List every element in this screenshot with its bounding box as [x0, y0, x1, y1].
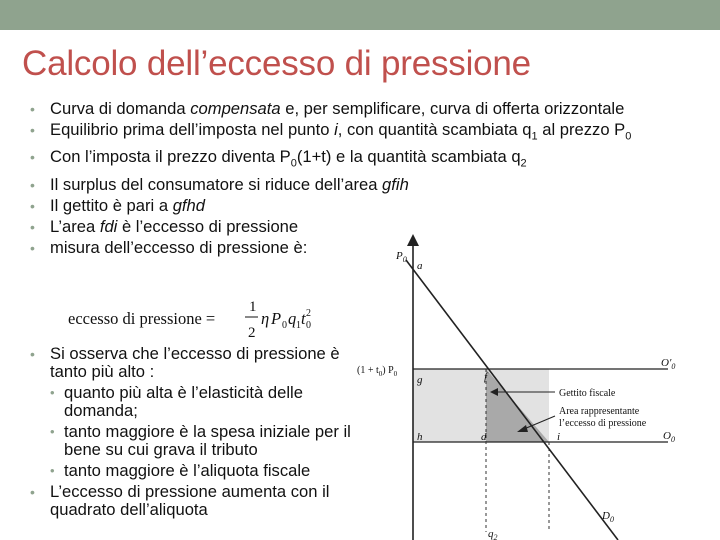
bullet-item: • Equilibrio prima dell’imposta nel punto i, con quantità scambiata $q_1$ al prezzo $P_0$ — [30, 121, 670, 145]
svg-text:q: q — [288, 309, 297, 328]
bullet-item: • Con l’imposta il prezzo diventa $P_0(1+t)$ e la quantità scambiata $q_2$ — [30, 148, 670, 172]
bullet-list-2 — [30, 345, 370, 522]
label-a: a — [417, 260, 423, 272]
area-label-2: l’eccesso di pressione — [559, 418, 647, 429]
tax-price-label: $(1 + t_0)$ $P_0$ — [357, 365, 398, 378]
svg-text:1: 1 — [249, 299, 257, 315]
slide-title: Calcolo dell’eccesso di pressione — [22, 44, 531, 83]
sub-bullet-item: • tanto maggiore è la spesa iniziale per il bene su cui grava il tributo — [50, 423, 370, 459]
excess-burden-formula — [66, 296, 326, 348]
o-label: $O_0$ — [663, 430, 675, 444]
y-axis-arrow — [407, 234, 419, 246]
svg-text:1: 1 — [296, 320, 301, 331]
label-f: f — [484, 371, 488, 383]
label-d: d — [481, 431, 487, 443]
bullet-item: • Il surplus del consumatore si riduce dell’area gfih — [30, 176, 670, 194]
sub-bullet-list — [50, 384, 370, 480]
bullet-item: • Il gettito è pari a gfhd — [30, 197, 670, 215]
svg-text:eccesso di pressione =: eccesso di pressione = — [68, 309, 216, 328]
svg-text:η: η — [261, 309, 270, 328]
q2-label: $q_2$ — [488, 528, 498, 540]
label-h: h — [417, 431, 423, 443]
demand-label: $D_0$ — [602, 510, 614, 524]
sub-bullet-item: • tanto maggiore è l’aliquota fiscale — [50, 462, 370, 480]
bullet-item: • misura dell’eccesso di pressione è: — [30, 239, 670, 257]
label-g: g — [417, 374, 423, 386]
bullet-item: • L’area fdi è l’eccesso di pressione — [30, 218, 670, 236]
svg-text:0: 0 — [306, 320, 311, 331]
o-prime-label: $O'_0$ — [661, 357, 676, 371]
gettito-label: Gettito fiscale — [559, 388, 616, 399]
excess-burden-diagram — [350, 232, 720, 540]
bullet-item: • Curva di domanda compensata e, per semplificare, curva di offerta orizzontale — [30, 100, 670, 118]
svg-text:P: P — [271, 309, 282, 328]
bullet-item: • Si osserva che l’eccesso di pressione è tanto più alto : • quanto più alta è l’elasticità delle domanda; • tanto maggiore è la spesa iniziale per il bene su cui grava il tributo • tanto maggiore è l’aliquota fiscale — [30, 345, 370, 480]
svg-text:0: 0 — [282, 320, 287, 331]
sub-bullet-item: • quanto più alta è l’elasticità delle domanda; — [50, 384, 370, 420]
svg-text:2: 2 — [248, 325, 256, 341]
svg-text:t: t — [301, 309, 306, 328]
area-label-1: Area rappresentante — [559, 406, 640, 417]
svg-text:2: 2 — [306, 308, 311, 319]
bullet-item: • L’eccesso di pressione aumenta con il quadrato dell’aliquota — [30, 483, 370, 519]
top-bar — [0, 0, 720, 30]
y-axis-label: $P_0$ — [396, 250, 407, 264]
label-i: i — [557, 431, 561, 443]
